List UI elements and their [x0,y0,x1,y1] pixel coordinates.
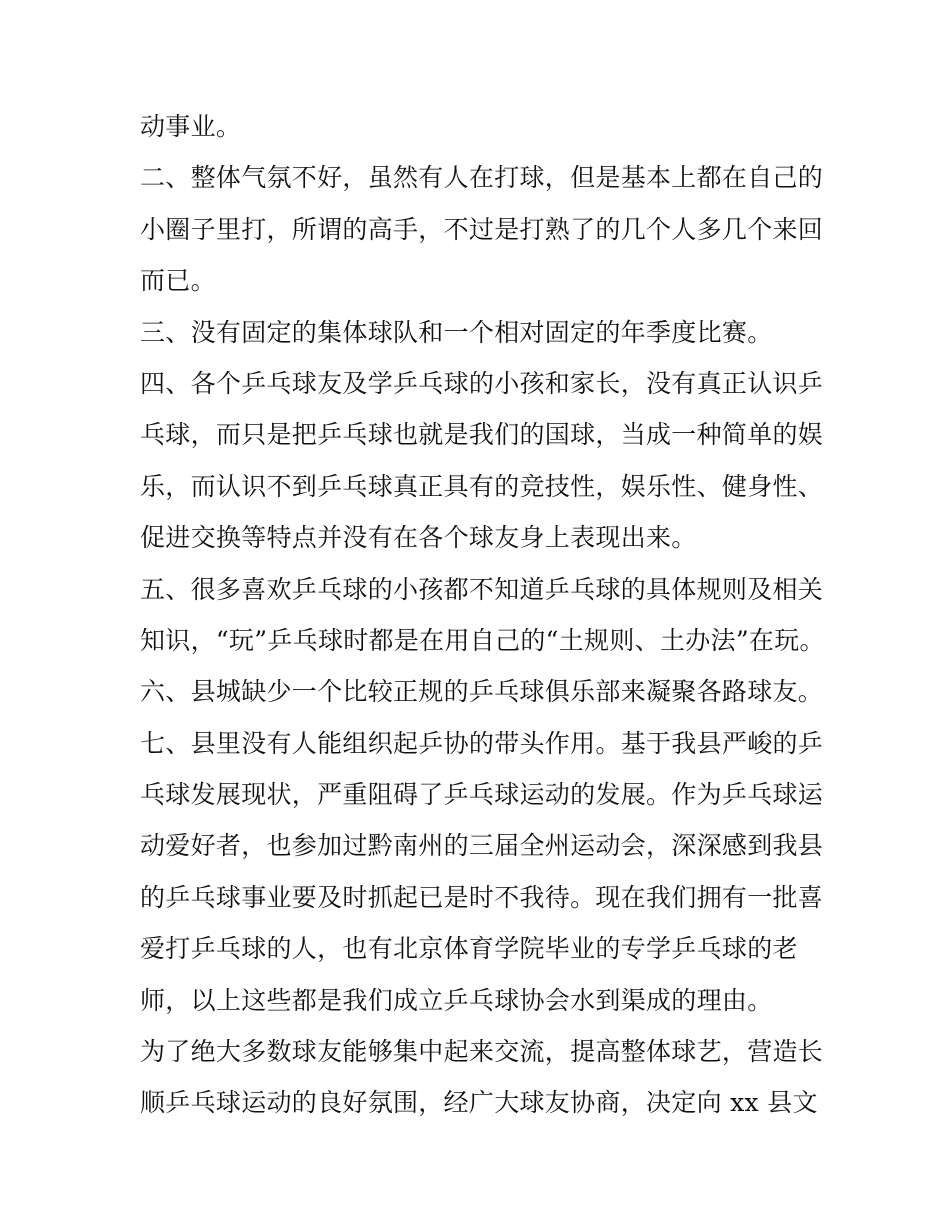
text-line: 六、县城缺少一个比较正规的乒乓球俱乐部来凝聚各路球友。 [140,677,824,707]
text-line: 而已。 [140,266,216,296]
text-line: 二、整体气氛不好，虽然有人在打球，但是基本上都在自己的 [140,163,824,193]
text-line: 动爱好者，也参加过黔南州的三届全州运动会，深深感到我县 [140,831,824,861]
text-line: 乐，而认识不到乒乓球真正具有的竞技性，娱乐性、健身性、 [140,471,824,501]
text-line: 为了绝大多数球友能够集中起来交流，提高整体球艺，营造长 [140,1037,824,1067]
text-line: 小圈子里打，所谓的高手，不过是打熟了的几个人多几个来回 [140,214,824,244]
body-text [140,108,825,1136]
text-line: 七、县里没有人能组织起乒协的带头作用。基于我县严峻的乒 [140,728,824,758]
text-line: 爱打乒乓球的人，也有北京体育学院毕业的专学乒乓球的老 [140,934,798,964]
text-line: 的乒乓球事业要及时抓起已是时不我待。现在我们拥有一批喜 [140,882,824,912]
text-line: 顺乒乓球运动的良好氛围，经广大球友协商，决定向 xx 县文 [140,1088,818,1118]
text-line: 三、没有固定的集体球队和一个相对固定的年季度比赛。 [140,317,773,347]
text-line: 五、很多喜欢乒乓球的小孩都不知道乒乓球的具体规则及相关 [140,574,824,604]
text-line: 师，以上这些都是我们成立乒乓球协会水到渠成的理由。 [140,985,773,1015]
text-line: 乓球，而只是把乒乓球也就是我们的国球，当成一种简单的娱 [140,420,824,450]
text-line: 知识，“玩”乒乓球时都是在用自己的“土规则、土办法”在玩。 [140,625,825,655]
text-line: 四、各个乒乓球友及学乒乓球的小孩和家长，没有真正认识乒 [140,368,824,398]
text-line: 乓球发展现状，严重阻碍了乒乓球运动的发展。作为乒乓球运 [140,780,824,810]
text-line: 促进交换等特点并没有在各个球友身上表现出来。 [140,523,697,553]
text-line: 动事业。 [140,112,242,141]
